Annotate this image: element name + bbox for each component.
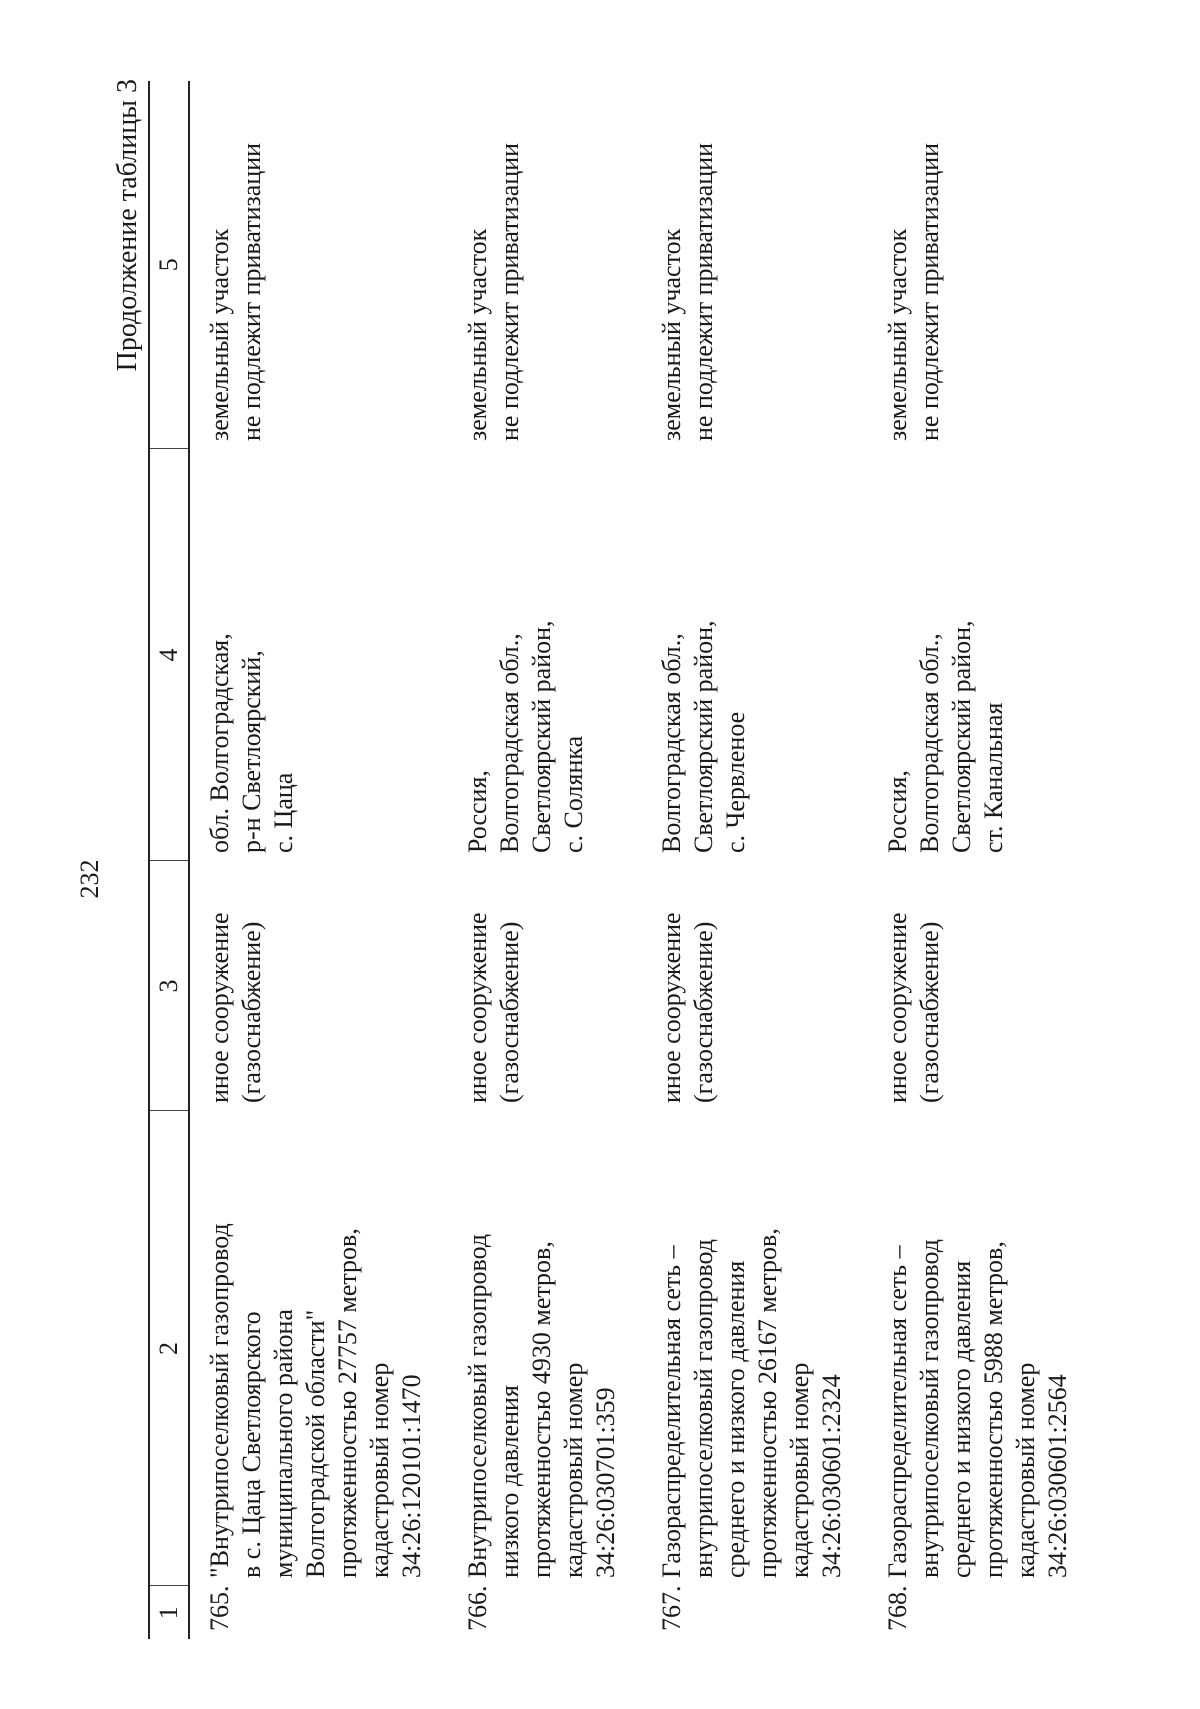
object-name-line: 34:26:030601:2564 — [1043, 1374, 1072, 1578]
column-header-3: 3 — [149, 861, 189, 1111]
object-type-line: (газоснабжение) — [495, 921, 524, 1103]
row-number: 768. — [883, 1585, 912, 1631]
note-line: земельный участок — [205, 228, 234, 441]
object-name-line: муниципального района — [269, 1309, 298, 1578]
object-name-line: в с. Цаца Светлоярского — [237, 1311, 266, 1578]
note-line: не подлежит приватизации — [237, 142, 266, 441]
object-name-line: Волгоградской области" — [301, 1309, 330, 1578]
note-cell — [189, 81, 448, 449]
table-continuation-caption: Продолжение таблицы 3 — [112, 79, 143, 372]
address-line: Россия, — [883, 770, 912, 853]
object-name-line: Газораспределительная сеть – — [657, 1245, 686, 1578]
object-name-cell — [448, 1111, 642, 1586]
object-type-line: (газоснабжение) — [689, 921, 718, 1103]
note-line: земельный участок — [657, 228, 686, 441]
object-name-cell — [642, 1111, 868, 1586]
note-line: не подлежит приватизации — [915, 142, 944, 441]
row-number: 765. — [205, 1585, 234, 1631]
address-line: Волгоградская обл., — [915, 633, 944, 853]
column-header-5: 5 — [149, 81, 189, 449]
page-number: 232 — [75, 859, 104, 899]
object-name-cell — [868, 1111, 1094, 1586]
object-name-line: кадастровый номер — [365, 1362, 394, 1578]
object-type-cell — [868, 861, 1094, 1111]
note-cell — [448, 81, 642, 449]
table-row — [868, 81, 1094, 1639]
address-line: с. Цаца — [269, 772, 298, 853]
address-cell — [448, 449, 642, 861]
object-type-line: иное сооружение — [883, 912, 912, 1103]
column-header-2: 2 — [149, 1111, 189, 1586]
object-type-cell — [189, 861, 448, 1111]
address-line: р-н Светлоярский, — [237, 650, 266, 853]
object-name-line: Внутрипоселковый газопровод — [463, 1233, 492, 1578]
object-name-line: внутрипоселковый газопровод — [915, 1238, 944, 1578]
object-type-line: иное сооружение — [657, 912, 686, 1103]
address-cell — [868, 449, 1094, 861]
note-line: не подлежит приватизации — [495, 142, 524, 441]
object-name-line: "Внутрипоселковый газопровод — [205, 1223, 234, 1578]
address-line: Светлоярский район, — [947, 620, 976, 853]
object-type-line: иное сооружение — [205, 912, 234, 1103]
object-name-line: 34:26:030601:2324 — [817, 1374, 846, 1578]
address-line: Светлоярский район, — [689, 620, 718, 853]
object-type-line: (газоснабжение) — [915, 921, 944, 1103]
object-name-line: протяженностью 4930 метров, — [527, 1241, 556, 1578]
object-type-line: (газоснабжение) — [237, 921, 266, 1103]
object-type-cell — [642, 861, 868, 1111]
object-name-line: протяженностью 27757 метров, — [333, 1228, 362, 1578]
column-header-1: 1 — [149, 1586, 189, 1639]
object-name-line: 34:26:120101:1470 — [397, 1374, 426, 1578]
row-number: 767. — [657, 1585, 686, 1631]
address-line: ст. Канальная — [979, 702, 1008, 853]
object-name-line: протяженностью 5988 метров, — [979, 1241, 1008, 1578]
row-number: 766. — [463, 1585, 492, 1631]
object-name-line: внутрипоселковый газопровод — [689, 1238, 718, 1578]
object-name-line: низкого давления — [495, 1385, 524, 1578]
object-name-line: кадастровый номер — [559, 1362, 588, 1578]
address-line: обл. Волгоградская, — [205, 633, 234, 853]
column-number-row — [149, 81, 189, 1639]
note-line: земельный участок — [883, 228, 912, 441]
object-name-line: кадастровый номер — [1011, 1362, 1040, 1578]
object-name-line: среднего и низкого давления — [947, 1260, 976, 1578]
table-row — [642, 81, 868, 1639]
object-name-line: кадастровый номер — [785, 1362, 814, 1578]
column-header-4: 4 — [149, 449, 189, 861]
address-line: Волгоградская обл., — [657, 633, 686, 853]
object-name-line: Газораспределительная сеть – — [883, 1245, 912, 1578]
table-row — [189, 81, 448, 1639]
address-line: Волгоградская обл., — [495, 633, 524, 853]
address-line: Светлоярский район, — [527, 620, 556, 853]
object-type-cell — [448, 861, 642, 1111]
object-name-line: среднего и низкого давления — [721, 1260, 750, 1578]
table-row — [448, 81, 642, 1639]
address-cell — [642, 449, 868, 861]
address-cell — [189, 449, 448, 861]
object-name-line: 34:26:030701:359 — [591, 1387, 620, 1578]
object-name-line: протяженностью 26167 метров, — [753, 1228, 782, 1578]
property-register-table — [148, 81, 1094, 1639]
object-name-cell — [189, 1111, 448, 1586]
note-line: не подлежит приватизации — [689, 142, 718, 441]
object-type-line: иное сооружение — [463, 912, 492, 1103]
note-cell — [642, 81, 868, 449]
address-line: с. Солянка — [559, 735, 588, 853]
address-line: с. Червленое — [721, 711, 750, 853]
note-cell — [868, 81, 1094, 449]
note-line: земельный участок — [463, 228, 492, 441]
address-line: Россия, — [463, 770, 492, 853]
